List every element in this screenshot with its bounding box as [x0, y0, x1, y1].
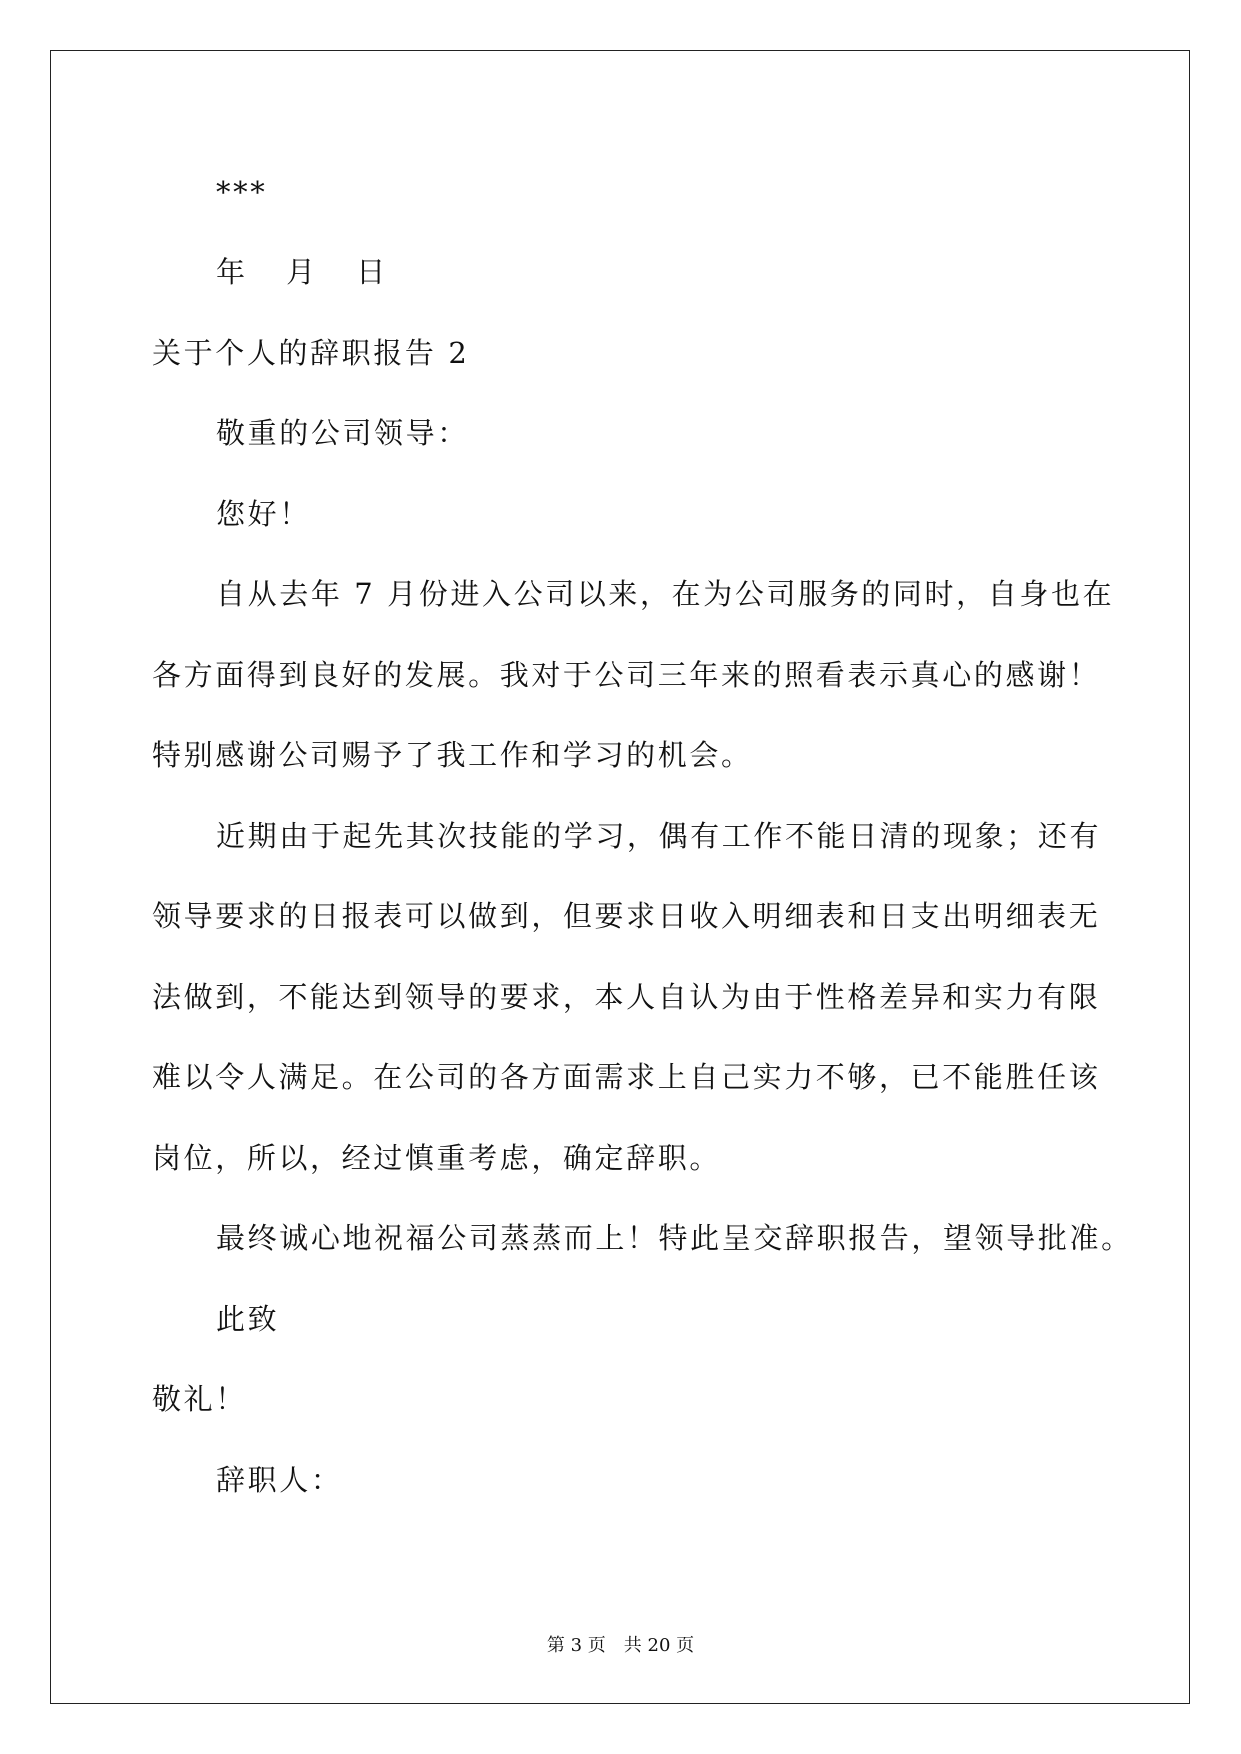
paragraph1-line2: 各方面得到良好的发展。我对于公司三年来的照看表示真心的感谢！ [152, 658, 1101, 692]
closing-line2: 敬礼！ [152, 1382, 247, 1416]
closing-line1: 此致 [216, 1302, 280, 1336]
page-number: 第 3 页 共 20 页 [546, 1635, 695, 1656]
paragraph3: 最终诚心地祝福公司蒸蒸而上！特此呈交辞职报告，望领导批准。 [216, 1221, 1133, 1255]
greeting: 您好！ [216, 497, 311, 531]
signer-label: 辞职人： [216, 1463, 343, 1497]
date-line: 年 月 日 [216, 255, 402, 289]
signature-mark: *** [216, 175, 268, 209]
paragraph2-line1: 近期由于起先其次技能的学习，偶有工作不能日清的现象；还有 [216, 819, 1102, 853]
paragraph1-line1: 自从去年 7 月份进入公司以来，在为公司服务的同时，自身也在 [216, 577, 1115, 611]
page-border [50, 50, 1190, 1704]
report-title: 关于个人的辞职报告 2 [152, 336, 470, 370]
paragraph2-line4: 难以令人满足。在公司的各方面需求上自己实力不够，已不能胜任该 [152, 1060, 1101, 1094]
paragraph1-line3: 特别感谢公司赐予了我工作和学习的机会。 [152, 738, 753, 772]
paragraph2-line5: 岗位，所以，经过慎重考虑，确定辞职。 [152, 1141, 721, 1175]
salutation: 敬重的公司领导： [216, 416, 469, 450]
paragraph2-line3: 法做到，不能达到领导的要求，本人自认为由于性格差异和实力有限 [152, 980, 1101, 1014]
paragraph2-line2: 领导要求的日报表可以做到，但要求日收入明细表和日支出明细表无 [152, 899, 1101, 933]
